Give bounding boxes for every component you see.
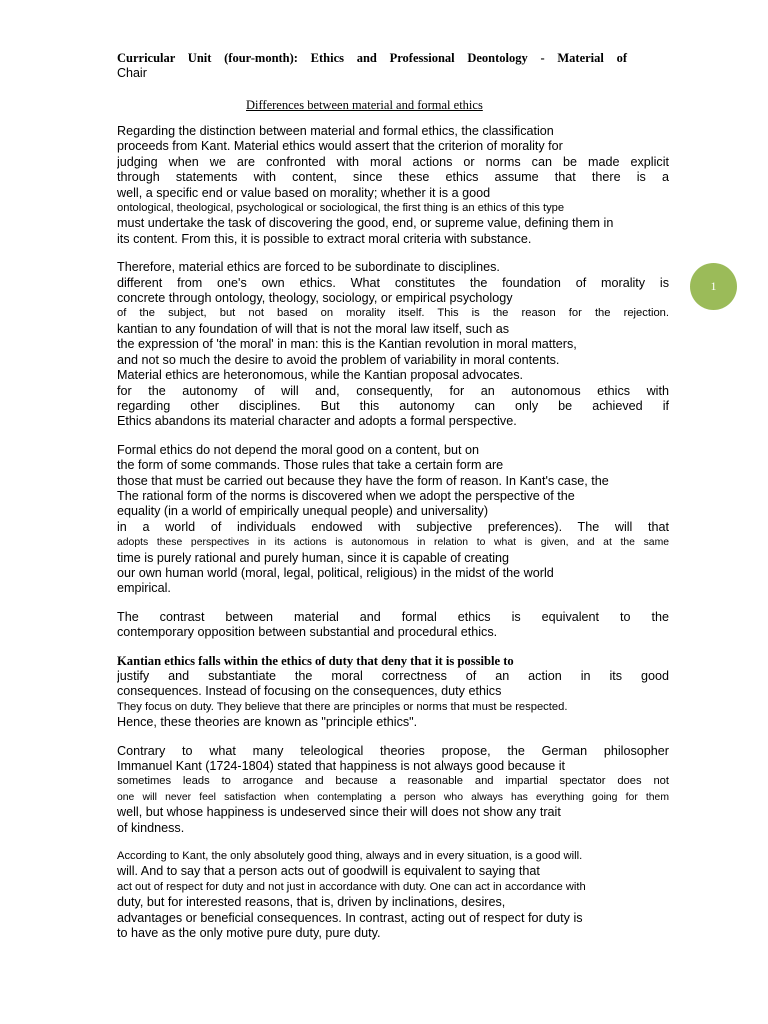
paragraph-line: contemporary opposition between substantial and procedural ethics. bbox=[117, 625, 498, 640]
paragraph-line: Therefore, material ethics are forced to be subordinate to disciplines. bbox=[117, 260, 500, 275]
header-line-1: Curricular Unit (four-month): Ethics and Professional Deontology - Material of bbox=[117, 51, 627, 65]
paragraph-line: According to Kant, the only absolutely good thing, always and in every situation, is a good will. bbox=[117, 850, 583, 863]
paragraph-line: will. And to say that a person acts out of goodwill is equivalent to saying that bbox=[117, 864, 540, 879]
paragraph-line: Formal ethics do not depend the moral good on a content, but on bbox=[117, 442, 479, 457]
paragraph-line: Contrary to what many teleological theories propose, the German philosopher bbox=[117, 743, 669, 758]
paragraph-line: must undertake the task of discovering the good, end, or supreme value, defining them in bbox=[117, 216, 614, 231]
paragraph-line: of kindness. bbox=[117, 820, 185, 835]
paragraph bbox=[117, 610, 669, 641]
paragraph-line: the expression of 'the moral' in man: this is the Kantian revolution in moral matters, bbox=[117, 337, 577, 352]
paragraph-line: adopts these perspectives in its actions is autonomous in relation to what is given, and at the same bbox=[117, 537, 669, 549]
paragraph-line: They focus on duty. They believe that there are principles or norms that must be respected. bbox=[117, 700, 568, 713]
paragraph-line: through statements with content, since these ethics assume that there is a bbox=[117, 170, 669, 185]
paragraph-line: Ethics abandons its material character and adopts a formal perspective. bbox=[117, 414, 517, 429]
paragraph-line: the form of some commands. Those rules that take a certain form are bbox=[117, 458, 504, 473]
paragraph-line: time is purely rational and purely human, since it is capable of creating bbox=[117, 550, 510, 565]
paragraph-line: in a world of individuals endowed with subjective preferences). The will that bbox=[117, 519, 669, 534]
paragraph-line: duty, but for interested reasons, that is, driven by inclinations, desires, bbox=[117, 895, 506, 910]
document-body bbox=[117, 124, 669, 955]
paragraph-line: judging when we are confronted with moral actions or norms can be made explicit bbox=[117, 154, 669, 169]
section-title: Differences between material and formal ethics bbox=[246, 98, 483, 112]
paragraph-line: equality (in a world of empirically unequal people) and universality) bbox=[117, 504, 489, 519]
paragraph-line: Regarding the distinction between material and formal ethics, the classification bbox=[117, 124, 554, 138]
paragraph-line: different from one's own ethics. What constitutes the foundation of morality is bbox=[117, 275, 669, 290]
paragraph-line: Hence, these theories are known as "principle ethics". bbox=[117, 715, 418, 730]
paragraph-line: empirical. bbox=[117, 581, 171, 596]
paragraph-line: justify and substantiate the moral correctness of an action in its good bbox=[117, 669, 669, 683]
paragraph bbox=[117, 124, 669, 247]
paragraph bbox=[117, 260, 669, 429]
paragraph-line: Immanuel Kant (1724-1804) stated that happiness is not always good because it bbox=[117, 759, 566, 774]
paragraph-line: kantian to any foundation of will that is not the moral law itself, such as bbox=[117, 321, 510, 336]
paragraph-line: The contrast between material and formal ethics is equivalent to the bbox=[117, 609, 669, 624]
paragraph-line: well, a specific end or value based on morality; whether it is a good bbox=[117, 185, 491, 200]
paragraph-line: those that must be carried out because they have the form of reason. In Kant's case, the bbox=[117, 473, 609, 488]
paragraph-line: well, but whose happiness is undeserved since their will does not show any trait bbox=[117, 805, 561, 820]
header-line-2: Chair bbox=[117, 66, 147, 80]
paragraph-line: consequences. Instead of focusing on the consequences, duty ethics bbox=[117, 684, 502, 699]
paragraph-line: one will never feel satisfaction when contemplating a person who always has everything going for them bbox=[117, 791, 669, 803]
paragraph-line: to have as the only motive pure duty, pure duty. bbox=[117, 926, 381, 941]
paragraph-line: Material ethics are heteronomous, while the Kantian proposal advocates. bbox=[117, 368, 524, 383]
paragraph-line: act out of respect for duty and not just in accordance with duty. One can act in accordance with bbox=[117, 880, 586, 893]
document-header bbox=[117, 51, 627, 81]
paragraph-line: and not so much the desire to avoid the problem of variability in moral contents. bbox=[117, 352, 560, 367]
paragraph bbox=[117, 443, 669, 597]
paragraph bbox=[117, 744, 669, 836]
paragraph-line: regarding other disciplines. But this autonomy can only be achieved if bbox=[117, 398, 669, 413]
paragraph bbox=[117, 849, 669, 941]
paragraph bbox=[117, 654, 669, 731]
paragraph-line: concrete through ontology, theology, sociology, or empirical psychology bbox=[117, 291, 513, 306]
paragraph-line: our own human world (moral, legal, political, religious) in the midst of the world bbox=[117, 565, 554, 580]
paragraph-line: for the autonomy of will and, consequently, for an autonomous ethics with bbox=[117, 383, 669, 398]
paragraph-line: sometimes leads to arrogance and because a reasonable and impartial spectator does not bbox=[117, 775, 669, 788]
page-number-badge: 1 bbox=[690, 263, 737, 310]
paragraph-line: proceeds from Kant. Material ethics would assert that the criterion of morality for bbox=[117, 139, 563, 154]
paragraph-line: of the subject, but not based on morality itself. This is the reason for the rejection. bbox=[117, 307, 669, 320]
paragraph-line: The rational form of the norms is discovered when we adopt the perspective of the bbox=[117, 488, 575, 503]
paragraph-line: its content. From this, it is possible to extract moral criteria with substance. bbox=[117, 231, 532, 246]
paragraph-line: Kantian ethics falls within the ethics of duty that deny that it is possible to bbox=[117, 653, 514, 668]
paragraph-line: advantages or beneficial consequences. In contrast, acting out of respect for duty is bbox=[117, 910, 583, 925]
paragraph-line: ontological, theological, psychological or sociological, the first thing is an ethics of this type bbox=[117, 202, 565, 215]
